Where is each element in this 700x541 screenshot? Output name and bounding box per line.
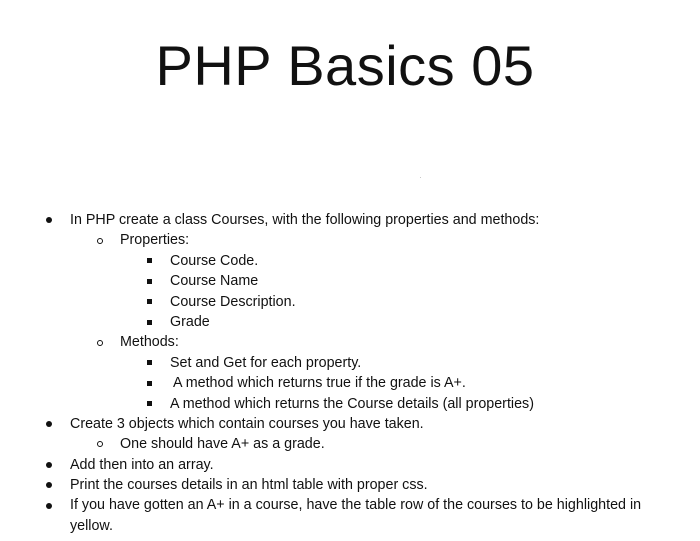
- bullet-icon: [44, 475, 54, 495]
- list-item: [0, 292, 700, 312]
- list-item-text: yellow.: [70, 517, 113, 534]
- bullet-icon: [44, 495, 54, 515]
- square-bullet-icon: [144, 373, 154, 393]
- list-item-text: Grade: [170, 313, 210, 330]
- list-item-text: A method which returns the Course details (all properties): [170, 395, 534, 412]
- list-item: [0, 251, 700, 271]
- list-item: [0, 271, 700, 291]
- list-item-text: A method which returns true if the grade is A+.: [173, 375, 466, 392]
- list-item-text: Print the courses details in an html table with proper css.: [70, 477, 428, 494]
- circle-bullet-icon: [95, 332, 105, 352]
- list-item: [0, 455, 700, 475]
- square-bullet-icon: [144, 353, 154, 373]
- list-item-text: Methods:: [120, 334, 179, 351]
- list-item-text: Course Name: [170, 273, 259, 290]
- list-item-text: In PHP create a class Courses, with the following properties and methods:: [70, 212, 540, 228]
- list-item: [0, 210, 700, 230]
- list-item: [0, 414, 700, 434]
- circle-bullet-icon: [95, 434, 105, 454]
- square-bullet-icon: [144, 292, 154, 312]
- stray-speck: [420, 177, 421, 178]
- list-item: [0, 373, 700, 393]
- list-item: [0, 332, 700, 352]
- square-bullet-icon: [144, 312, 154, 332]
- list-item: [0, 475, 700, 495]
- bullet-icon: [44, 455, 54, 475]
- list-item: [0, 312, 700, 332]
- square-bullet-icon: [144, 251, 154, 271]
- list-item-text: One should have A+ as a grade.: [120, 436, 325, 453]
- list-item-text: If you have gotten an A+ in a course, have the table row of the courses to be highlighted in: [70, 497, 642, 514]
- circle-bullet-icon: [95, 230, 105, 250]
- list-item-text: Create 3 objects which contain courses you have taken.: [70, 415, 424, 432]
- task-list: [0, 210, 700, 536]
- list-item-text: Course Description.: [170, 293, 296, 310]
- document-title: PHP Basics 05: [155, 34, 535, 97]
- list-item: [0, 495, 700, 515]
- list-item: [0, 434, 700, 454]
- list-item-continuation: [0, 516, 700, 536]
- list-item-text: Add then into an array.: [70, 456, 214, 473]
- list-item-text: Set and Get for each property.: [170, 354, 362, 371]
- list-item: [0, 394, 700, 414]
- bullet-icon: [44, 210, 54, 230]
- list-item-text: Properties:: [120, 232, 190, 249]
- square-bullet-icon: [144, 271, 154, 291]
- list-item-text: Course Code.: [170, 252, 259, 269]
- list-item: [0, 353, 700, 373]
- bullet-icon: [44, 414, 54, 434]
- square-bullet-icon: [144, 394, 154, 414]
- list-item: [0, 230, 700, 250]
